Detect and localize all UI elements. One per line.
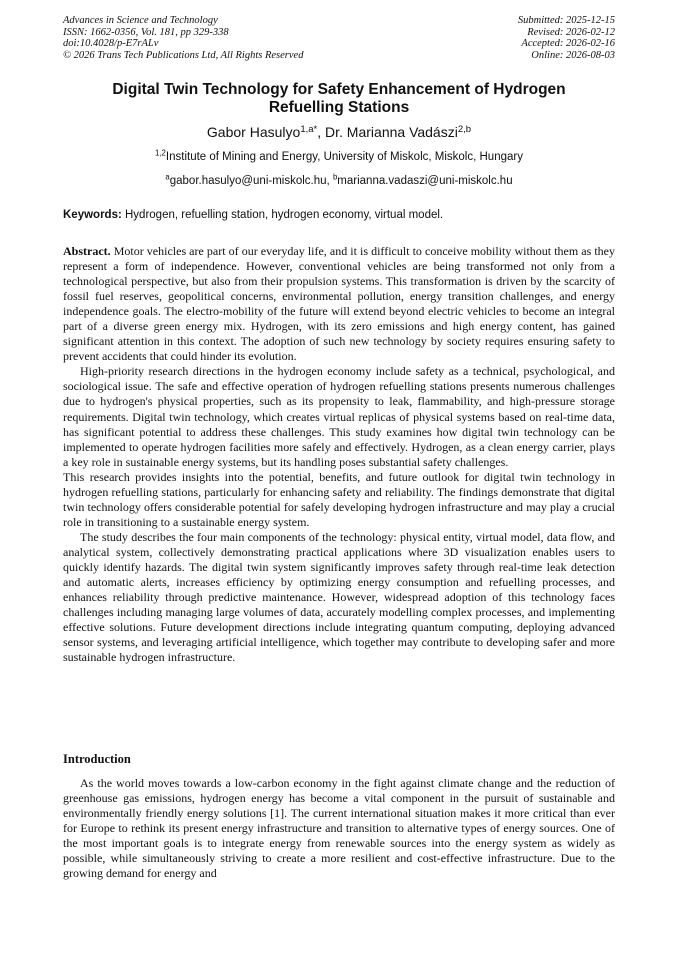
issn: ISSN: 1662-0356, Vol. 181, pp 329-338: [63, 26, 229, 38]
author-2: Dr. Marianna Vadászi: [325, 124, 458, 140]
online-date: Online: 2026-08-03: [531, 49, 615, 61]
author-separator: ,: [317, 124, 326, 140]
keywords-label: Keywords:: [63, 209, 122, 221]
author-2-affiliation-mark: 2,b: [457, 123, 472, 135]
submitted-date: Submitted: 2025-12-15: [517, 15, 615, 26]
header-left: [63, 15, 303, 61]
abstract-paragraph-3: This research provides insights into the potential, benefits, and future outlook for digital twin technology in hydrogen refuelling stations, particularly for enhancing safety and reliability. The findings demonstrate that digital twin technology offers considerable potential for safely developing hydrogen infrastructure and may play a crucial role in transitioning to a sustainable energy system.: [63, 469, 615, 529]
revised-date: Revised: 2026-02-12: [527, 26, 615, 38]
journal-header: [63, 15, 615, 61]
introduction-paragraph-1: As the world moves towards a low-carbon economy in the fight against climate change and the reduction of greenhouse gas emissions, hydrogen energy has become a vital component in the pursuit of sustainable and environmentally friendly energy solutions [1]. The current international situation makes it more critical than ever for Europe to rethink its present energy infrastructure and transition to alternative types of energy sources. One of the most important goals is to integrate energy from renewable sources into the energy system as widely as possible, while simultaneously striving to create a more resilient and cost-effective infrastructure. Due to the growing demand for energy and: [63, 776, 615, 881]
abstract-label: Abstract.: [63, 244, 111, 258]
email-b[interactable]: marianna.vadaszi@uni-miskolc.hu: [337, 175, 513, 187]
author-emails: [63, 174, 615, 188]
copyright: © 2026 Trans Tech Publications Ltd, All Rights Reserved: [63, 49, 304, 61]
doi[interactable]: doi:10.4028/p-E7rALv: [63, 38, 159, 49]
abstract-paragraph-2: High-priority research directions in the hydrogen economy include safety as a technical, psychological, and sociological issue. The safe and effective operation of hydrogen refuelling stations presents numerous challenges due to hydrogen's physical properties, such as its propensity to leak, flammability, and high-pressure storage requirements. Digital twin technology, which creates virtual replicas of physical systems based on real-time data, has significant potential to address these challenges. This study examines how digital twin technology can be implemented to operate hydrogen facilities more safely and effectively. Hydrogen, as a clean energy carrier, plays a key role in sustainable energy systems, but its handling poses substantial safety challenges.: [63, 364, 615, 469]
keywords: [63, 208, 615, 222]
abstract-paragraph-1: [63, 244, 615, 364]
affiliation-mark: 1,2: [155, 148, 166, 158]
title-line-2: Refuelling Stations: [268, 99, 410, 116]
header-right: [518, 15, 615, 61]
abstract-p1-text: Motor vehicles are part of our everyday life, and it is difficult to conceive mobility without them as they represent a form of independence. However, conventional vehicles are being transformed not only from a technological perspective, but also from their propulsion systems. This transformation is driven by the scarcity of fossil fuel reserves, geopolitical concerns, environmental pollution, energy transition challenges, and energy independence goals. The electro-mobility of the future will extend beyond electric vehicles to become an integral part of a diverse green energy mix. Hydrogen, with its zero emissions and high energy content, has gained significant attention in this context. The adoption of such new technology by society requires ensuring safety to prevent accidents that could hinder its evolution.: [63, 244, 615, 364]
paper-title: [63, 81, 615, 117]
abstract: [63, 244, 615, 665]
email-b-mark: b: [332, 172, 338, 182]
accepted-date: Accepted: 2026-02-16: [521, 38, 615, 49]
author-1: Gabor Hasulyo: [206, 124, 301, 140]
affiliation-text: Institute of Mining and Energy, University of Miskolc, Miskolc, Hungary: [165, 151, 523, 163]
journal-name: Advances in Science and Technology: [63, 15, 218, 26]
author-1-affiliation-mark: 1,a*: [300, 123, 318, 135]
email-a-mark: a: [165, 172, 170, 182]
section-heading-introduction: Introduction: [63, 752, 131, 766]
author-list: [63, 124, 615, 141]
affiliation: [63, 150, 615, 164]
email-a[interactable]: gabor.hasulyo@uni-miskolc.hu,: [169, 175, 333, 187]
abstract-paragraph-4: The study describes the four main components of the technology: physical entity, virtual model, data flow, and analytical system, collectively demonstrating practical applications where 3D visualization enables users to quickly identify hazards. The digital twin system significantly improves safety through real-time leak detection and automatic alerts, increases efficiency by optimizing energy consumption and refuelling processes, and enhances reliability through predictive maintenance. However, widespread adoption of this technology faces challenges including managing large volumes of data, accurately modelling complex processes, and implementing effective solutions. Future development directions include integrating quantum computing, deploying advanced sensor systems, and leveraging artificial intelligence, which together may contribute to developing safer and more sustainable hydrogen infrastructure.: [63, 529, 615, 665]
title-line-1: Digital Twin Technology for Safety Enhancement of Hydrogen: [112, 81, 566, 98]
keywords-text: Hydrogen, refuelling station, hydrogen economy, virtual model.: [121, 209, 444, 221]
